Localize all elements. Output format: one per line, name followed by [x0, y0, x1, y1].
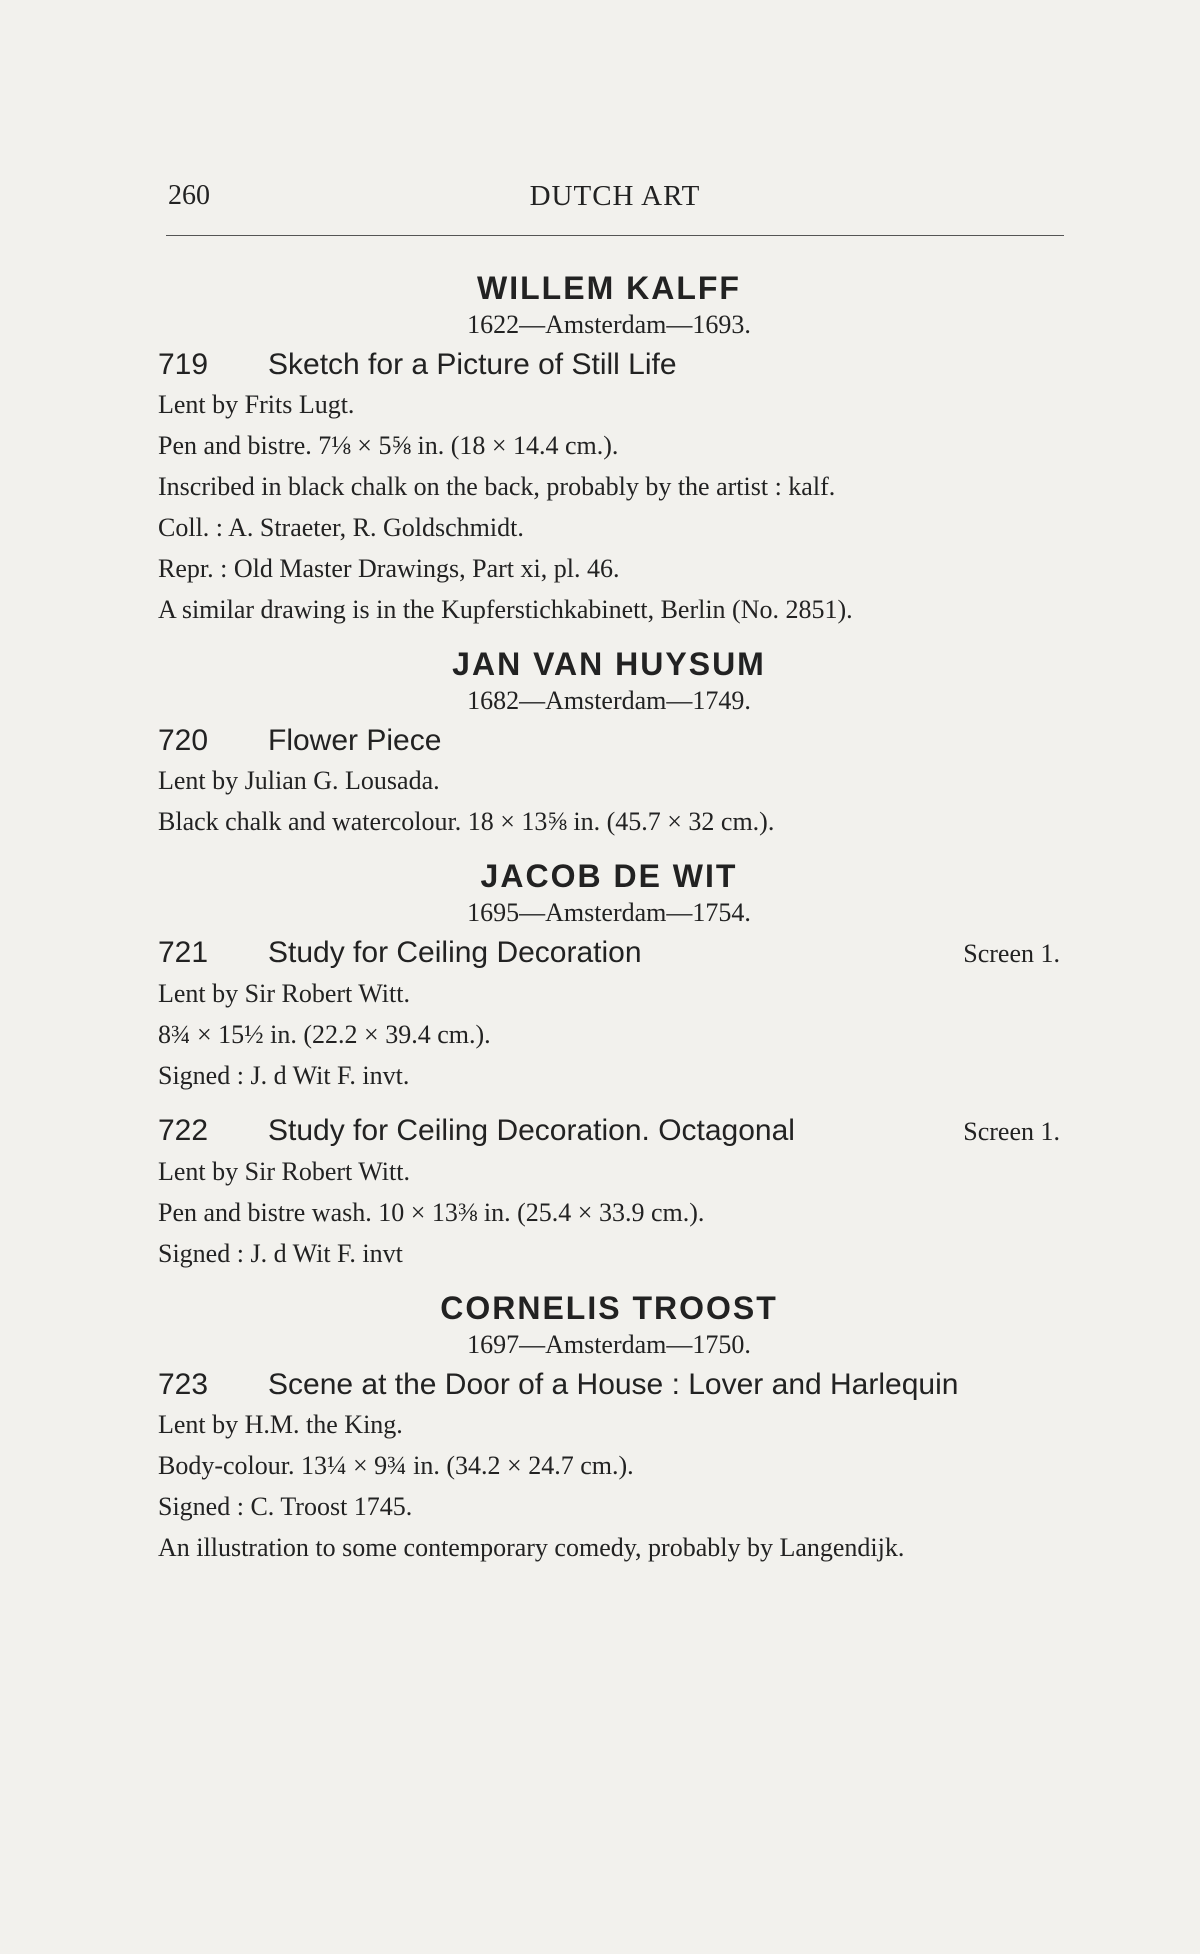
entry-heading: [158, 1366, 1060, 1404]
entry-lender: Lent by Sir Robert Witt.: [158, 979, 410, 1008]
entry-title: Sketch for a Picture of Still Life: [268, 348, 677, 381]
entry-dimensions: 8¾ × 15½ in. (22.2 × 39.4 cm.).: [158, 1020, 491, 1049]
entry-number: 722: [158, 1114, 209, 1147]
entry-medium: Pen and bistre wash. 10 × 13⅜ in. (25.4 × 33.9 cm.).: [158, 1198, 705, 1227]
entry-lender: Lent by Frits Lugt.: [158, 390, 355, 419]
catalogue-content: [158, 268, 1060, 1568]
page-number: 260: [168, 180, 210, 211]
header-rule: [166, 235, 1064, 236]
entry-lender: Lent by Sir Robert Witt.: [158, 1157, 410, 1186]
artist-dates: 1682—Amsterdam—1749.: [467, 686, 751, 715]
entry-signature: Signed : C. Troost 1745.: [158, 1492, 413, 1521]
entry-heading: [158, 722, 1060, 760]
catalogue-entry: [158, 1112, 1060, 1274]
entry-number: 721: [158, 936, 209, 969]
artist-section: [158, 644, 1060, 842]
artist-section: [158, 856, 1060, 1274]
catalogue-entry: [158, 722, 1060, 842]
entry-medium: Body-colour. 13¼ × 9¾ in. (34.2 × 24.7 cm.).: [158, 1451, 634, 1480]
entry-reproduction: Repr. : Old Master Drawings, Part xi, pl. 46.: [158, 554, 620, 583]
entry-screen: Screen 1.: [963, 1117, 1060, 1146]
entry-signature: Signed : J. d Wit F. invt.: [158, 1061, 410, 1090]
entry-heading: [158, 934, 1060, 973]
entry-note: An illustration to some contemporary comedy, probably by Langendijk.: [158, 1533, 905, 1562]
catalogue-entry: [158, 346, 1060, 630]
entry-inscription: Inscribed in black chalk on the back, probably by the artist : kalf.: [158, 472, 836, 501]
page-header: [166, 180, 1064, 220]
artist-section: [158, 268, 1060, 630]
artist-name: JAN VAN HUYSUM: [452, 646, 766, 682]
artist-dates: 1697—Amsterdam—1750.: [467, 1330, 751, 1359]
entry-lender: Lent by H.M. the King.: [158, 1410, 403, 1439]
catalogue-entry: [158, 934, 1060, 1096]
entry-heading: [158, 1112, 1060, 1151]
entry-screen: Screen 1.: [963, 939, 1060, 968]
artist-dates: 1622—Amsterdam—1693.: [467, 310, 751, 339]
entry-signature: Signed : J. d Wit F. invt: [158, 1239, 403, 1268]
entry-note: A similar drawing is in the Kupferstichkabinett, Berlin (No. 2851).: [158, 595, 853, 624]
entry-medium: Pen and bistre. 7⅛ × 5⅝ in. (18 × 14.4 cm.).: [158, 431, 619, 460]
entry-title: Study for Ceiling Decoration. Octagonal: [268, 1114, 795, 1147]
running-title: DUTCH ART: [529, 180, 701, 212]
artist-dates: 1695—Amsterdam—1754.: [467, 898, 751, 927]
artist-name: JACOB DE WIT: [480, 858, 738, 894]
catalogue-entry: [158, 1366, 1060, 1568]
entry-number: 723: [158, 1368, 209, 1401]
artist-section: [158, 1288, 1060, 1568]
artist-name: WILLEM KALFF: [477, 270, 741, 306]
entry-title: Flower Piece: [268, 724, 442, 757]
entry-title: Study for Ceiling Decoration: [268, 936, 642, 969]
entry-number: 720: [158, 724, 209, 757]
entry-medium: Black chalk and watercolour. 18 × 13⅝ in. (45.7 × 32 cm.).: [158, 807, 775, 836]
entry-number: 719: [158, 348, 209, 381]
entry-heading: [158, 346, 1060, 384]
entry-title: Scene at the Door of a House : Lover and Harlequin: [268, 1368, 959, 1401]
entry-collection: Coll. : A. Straeter, R. Goldschmidt.: [158, 513, 524, 542]
artist-name: CORNELIS TROOST: [440, 1290, 778, 1326]
entry-lender: Lent by Julian G. Lousada.: [158, 766, 440, 795]
